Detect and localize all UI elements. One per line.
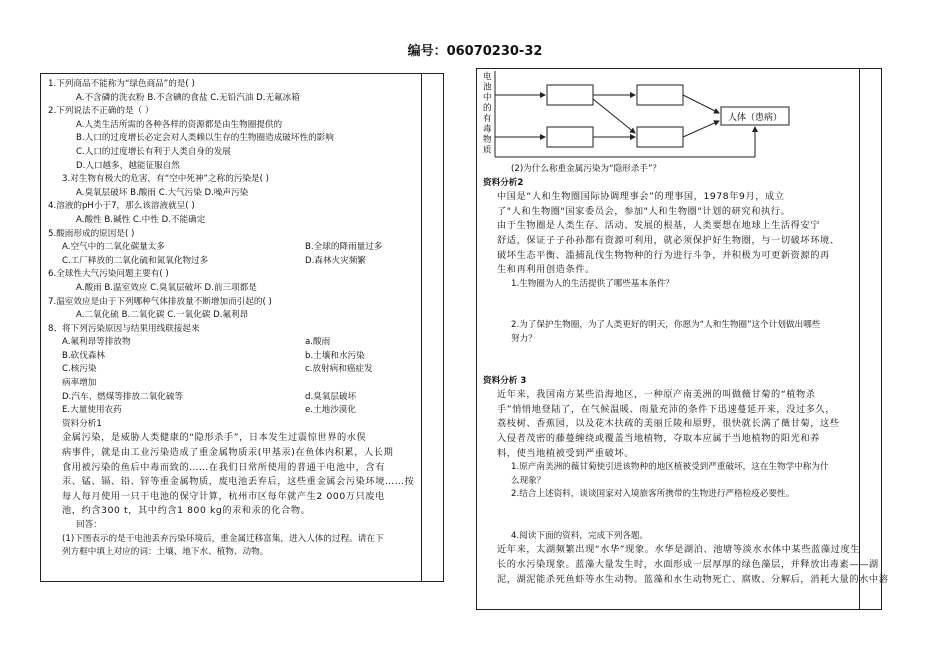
question-line: A.二氧化硫 B.二氧化碳 C.一氧化碳 D.氟利昂: [76, 310, 249, 321]
q8-match-row: [48, 336, 415, 350]
q8-match-row-right: c.放射病和癌症发: [305, 364, 373, 375]
q8-match-row-right: e.土地沙漠化: [305, 405, 356, 416]
arrow-6: [683, 95, 719, 113]
question-1-2: (2)为什么称重金属污染为“隐形杀手”？: [511, 164, 661, 174]
answer-label: 回答：: [76, 520, 102, 530]
analysis3-line: 入侵者茂密的藤蔓缠绕或覆盖当地植物，夺取本应属于当地植物的阳光和养: [497, 432, 820, 444]
q8-match-row: [48, 350, 415, 364]
human-box-label: 人体（患病）: [727, 113, 783, 123]
q8-match-row: [48, 377, 415, 391]
analysis3-q1-line: 么现象？: [511, 475, 546, 486]
analysis2-q1: 1.生物圈为人的生活提供了哪些基本条件？: [511, 278, 674, 289]
q5-option-row-right: D.森林火灾频繁: [305, 255, 366, 266]
left-margin-line: [421, 74, 422, 581]
q8-match-row-right: d.臭氧层破坏: [305, 391, 357, 402]
analysis1-line: 病事件，就是由工业污染造成了重金属物质汞(甲基汞)在鱼体内积累，人长期: [62, 447, 394, 459]
q5-option-row: [48, 241, 415, 255]
q5-option-row-left: C.工厂释放的二氧化硫和氮氧化物过多: [62, 255, 209, 266]
question-line: 5.酸雨形成的原因是( ): [48, 228, 135, 239]
blank-box-1[interactable]: [547, 85, 593, 105]
analysis2-q2-line: 2.为了保护生物圈，为了人类更好的明天，你愿为“人和生物圈”这个计划做出哪些: [511, 320, 821, 331]
analysis3-q2: 2.结合上述资料，谈谈国家对入境旅客所携带的生物进行严格检疫必要性。: [511, 489, 795, 500]
q8-match-row-left: 病率增加: [62, 378, 97, 389]
analysis3-q1-line: 1.原产南美洲的薇甘菊使引进该物种的地区植被受到严重破坏，这在生物学中称为什: [511, 462, 829, 473]
analysis2-title: 资料分析2: [483, 177, 524, 188]
q8-match-row-left: E.大量使用农药: [62, 405, 122, 416]
q8-match-row: [48, 363, 415, 377]
left-page-content: [48, 78, 415, 560]
question-line: A.人类生活所需的各种各样的资源都是由生物圈提供的: [76, 119, 283, 130]
question-line: 8、将下列污染原因与结果用线联接起来: [48, 323, 200, 334]
analysis2-line: 生和再利用创造条件。: [497, 264, 595, 276]
q8-match-row-left: C.核污染: [62, 364, 97, 375]
arrow-7: [683, 121, 719, 137]
question-line: 3.对生物有极大的危害，有“空中死神”之称的污染是( ): [62, 174, 270, 185]
question-line: B.人口的过度增长必定会对人类赖以生存的生物圈造成破坏性的影响: [76, 133, 334, 144]
arrow-5: [593, 99, 635, 133]
analysis2-line: 中国是“人和生物圈国际协调理事会”的理事国，1978年9月，成立: [497, 191, 785, 203]
vertical-label-char: 物: [483, 135, 492, 145]
question-line: A.臭氧层破坏 B.酸雨 C.大气污染 D.噪声污染: [76, 187, 249, 198]
q8-match-row-right: b.土壤和水污染: [305, 350, 365, 361]
analysis3-line: 荔枝树、香蕉园，以及花木扶疏的美丽丘陵和原野，很快就长满了薇甘菊，这些: [497, 418, 840, 430]
question-line: 7.温室效应是由于下列哪种气体排放量不断增加而引起的( ): [48, 296, 272, 307]
q5-option-row: [48, 255, 415, 269]
vertical-label-char: 中: [483, 93, 492, 103]
q5-option-row-right: B.全球的降雨量过多: [305, 242, 383, 253]
q4-line: 长的水污染现象。蓝藻大量发生时，水面形成一层厚厚的绿色藻层，并释放出毒素——湖: [497, 559, 879, 571]
blank-box-4[interactable]: [637, 127, 683, 147]
document-number: 编号：06070230-32: [407, 44, 543, 59]
blank-box-2[interactable]: [547, 127, 593, 147]
analysis3-line: 料，使当地植被受到严重破坏。: [497, 447, 635, 459]
analysis2-line: 了"人和生物圈"国家委员会，参加"人和生物圈"计划的研究和执行。: [497, 205, 791, 217]
answer-q1-line: (1)下图表示的是干电池丢弃污染环境后，重金属迁移富集，进入人体的过程。请在下: [62, 533, 384, 544]
q8-match-row: [48, 404, 415, 418]
pollution-flow-diagram: [477, 69, 857, 161]
analysis1-line: 汞、锰、镉、铅、锌等重金属物质，废电池丢弃后，这些重金属会污染环境……按: [62, 476, 415, 488]
q8-match-row-left: A.氟利昂等排放物: [62, 337, 131, 348]
analysis1-line: 每人每月使用一只干电池的保守计算，杭州市区每年就产生2 000万只废电: [62, 490, 385, 502]
question-line: 1.下列商品不能称为“绿色商品”的是( ): [48, 79, 195, 89]
q4-line: 近年来，太湖频繁出现“水华”现象。水华是湖泊、池塘等淡水水体中某些蓝藻过度生: [497, 544, 861, 556]
analysis1-line: 池，约含300 t，其中约含1 800 kg的汞和汞的化合物。: [62, 505, 311, 517]
question-line: A.酸性 B.碱性 C.中性 D.不能确定: [76, 214, 206, 225]
right-page-content: [483, 163, 889, 587]
question-line: A.酸雨 B.温室效应 C.臭氧层破坏 D.前三项都是: [76, 282, 257, 293]
question-line: C.人口的过度增长有利于人类自身的发展: [76, 146, 231, 157]
question-line: D.人口越多，越能征服自然: [76, 160, 180, 171]
vertical-label-char: 电: [483, 72, 492, 82]
q4-line: 泥，湖泥能杀死鱼虾等水生动物。蓝藻和水生动物死亡、腐败、分解后，消耗大量的水中溶: [497, 573, 889, 585]
diagram-vertical-label: [483, 71, 492, 156]
analysis2-q2-line: 努力？: [511, 333, 537, 344]
q8-match-row-right: [305, 377, 415, 391]
analysis2-line: 由于生物圈是人类生存、活动、发展的根基，人类要想在地球上生活得安宁: [497, 220, 820, 232]
analysis1-line: 食用被污染的鱼后中毒而致的……在我们日常所使用的普通干电池中，含有: [62, 461, 385, 473]
q8-match-row-left: B.砍伐森林: [62, 350, 106, 361]
question-line: 4.溶液的pH小于7，那么该溶液就呈( ): [48, 201, 195, 212]
q8-match-row: [48, 391, 415, 405]
right-margin-line: [859, 69, 860, 609]
analysis3-line: 手”悄悄地登陆了，在气候温暖、雨量充沛的条件下迅速蔓延开来，没过多久，: [497, 403, 836, 415]
vertical-label-char: 有: [483, 114, 492, 124]
question-line: 6.全球性大气污染问题主要有( ): [48, 269, 169, 280]
question-line: A.不含磷的洗衣粉 B.不含碘的食盐 C.无铅汽油 D.无氟冰箱: [76, 92, 300, 103]
analysis3-title: 资料分析 3: [483, 375, 527, 386]
right-page-frame: [476, 68, 889, 610]
analysis3-line: 近年来，我国南方某些沿海地区，一种原产南美洲的叫做薇甘菊的“植物杀: [497, 389, 816, 401]
vertical-label-char: 毒: [483, 124, 492, 135]
left-page-frame: [40, 73, 444, 582]
analysis1-title: 资料分析1: [62, 418, 102, 429]
q4-intro: 4.阅读下面的资料，完成下列各题。: [511, 530, 649, 541]
q5-option-row-left: A.空气中的二氧化碳量太多: [62, 242, 165, 253]
q8-match-row-left: D.汽车、燃煤等排放二氧化硫等: [62, 391, 184, 402]
vertical-label-char: 的: [483, 103, 492, 114]
answer-q1-line: 列方框中填上对应的词：土壤、地下水、植物、动物。: [62, 547, 269, 558]
analysis2-line: 破坏生态平衡、滥捕乱伐生物物种的行为进行斗争，并积极为可更新资源的再: [497, 249, 830, 261]
vertical-label-char: 池: [483, 82, 492, 93]
analysis2-line: 舒适，保证子子孙孙都有资源可利用，就必须保护好生物圈，与一切破坏环境、: [497, 234, 840, 246]
question-line: 2.下列说法不正确的是（ ）: [48, 106, 154, 117]
q8-match-row-right: a.酸雨: [305, 337, 331, 348]
blank-box-3[interactable]: [637, 85, 683, 105]
vertical-label-char: 质: [483, 145, 492, 156]
analysis1-line: 金属污染，是威胁人类健康的“隐形杀手”，日本发生过震惊世界的水俣: [62, 432, 367, 444]
